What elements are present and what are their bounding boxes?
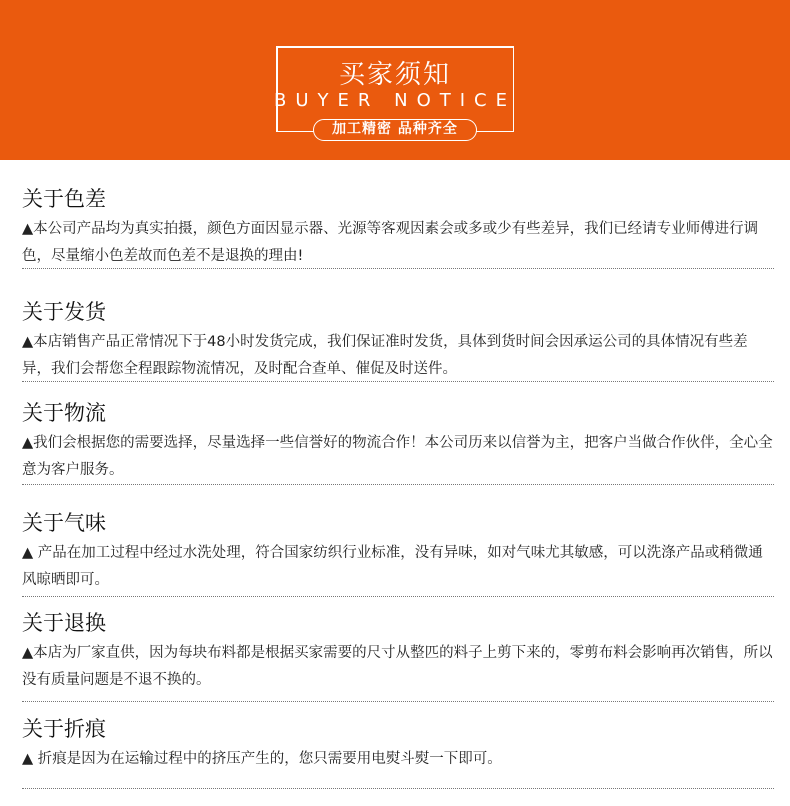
divider	[22, 381, 774, 382]
section-shipping	[22, 299, 774, 383]
section-creases	[22, 716, 774, 773]
divider	[22, 268, 774, 269]
header-banner	[0, 0, 790, 160]
section-logistics	[22, 400, 774, 484]
page-title: 买家须知	[338, 60, 451, 90]
section-body: ▲本公司产品均为真实拍摄，颜色方面因显示器、光源等客观因素会或多或少有些差异，我们已经请专业师傅进行调色，尽量缩小色差故而色差不是退换的理由!	[22, 221, 759, 264]
section-body: ▲我们会根据您的需要选择，尽量选择一些信誉好的物流合作！本公司历来以信誉为主，把客户当做合作伙伴，全心全意为客户服务。	[22, 435, 773, 478]
section-heading: 关于物流	[22, 401, 106, 425]
divider	[22, 484, 774, 485]
divider	[22, 788, 774, 789]
section-body: ▲ 折痕是因为在运输过程中的挤压产生的，您只需要用电熨斗熨一下即可。	[22, 751, 502, 767]
section-heading: 关于色差	[22, 187, 106, 211]
section-heading: 关于发货	[22, 300, 106, 324]
section-body: ▲ 产品在加工过程中经过水洗处理，符合国家纺织行业标准，没有异味，如对气味尤其敏感，可以洗涤产品或稍微通风晾晒即可。	[22, 545, 763, 588]
section-heading: 关于折痕	[22, 717, 106, 741]
divider	[22, 596, 774, 597]
section-body: ▲本店为厂家直供，因为每块布料都是根据买家需要的尺寸从整匹的料子上剪下来的，零剪布料会影响再次销售，所以没有质量问题是不退不换的。	[22, 645, 773, 688]
page-subtitle: BUYER NOTICE	[274, 90, 516, 111]
section-heading: 关于退换	[22, 611, 106, 635]
section-odor	[22, 510, 774, 594]
divider	[22, 701, 774, 702]
tagline-badge: 加工精密 品种齐全	[313, 119, 477, 141]
section-returns	[22, 610, 774, 694]
section-color-difference	[22, 186, 774, 270]
section-body: ▲本店销售产品正常情况下于48小时发货完成，我们保证准时发货，具体到货时间会因承运公司的具体情况有些差异，我们会帮您全程跟踪物流情况，及时配合查单、催促及时送件。	[22, 334, 748, 377]
section-heading: 关于气味	[22, 511, 106, 535]
